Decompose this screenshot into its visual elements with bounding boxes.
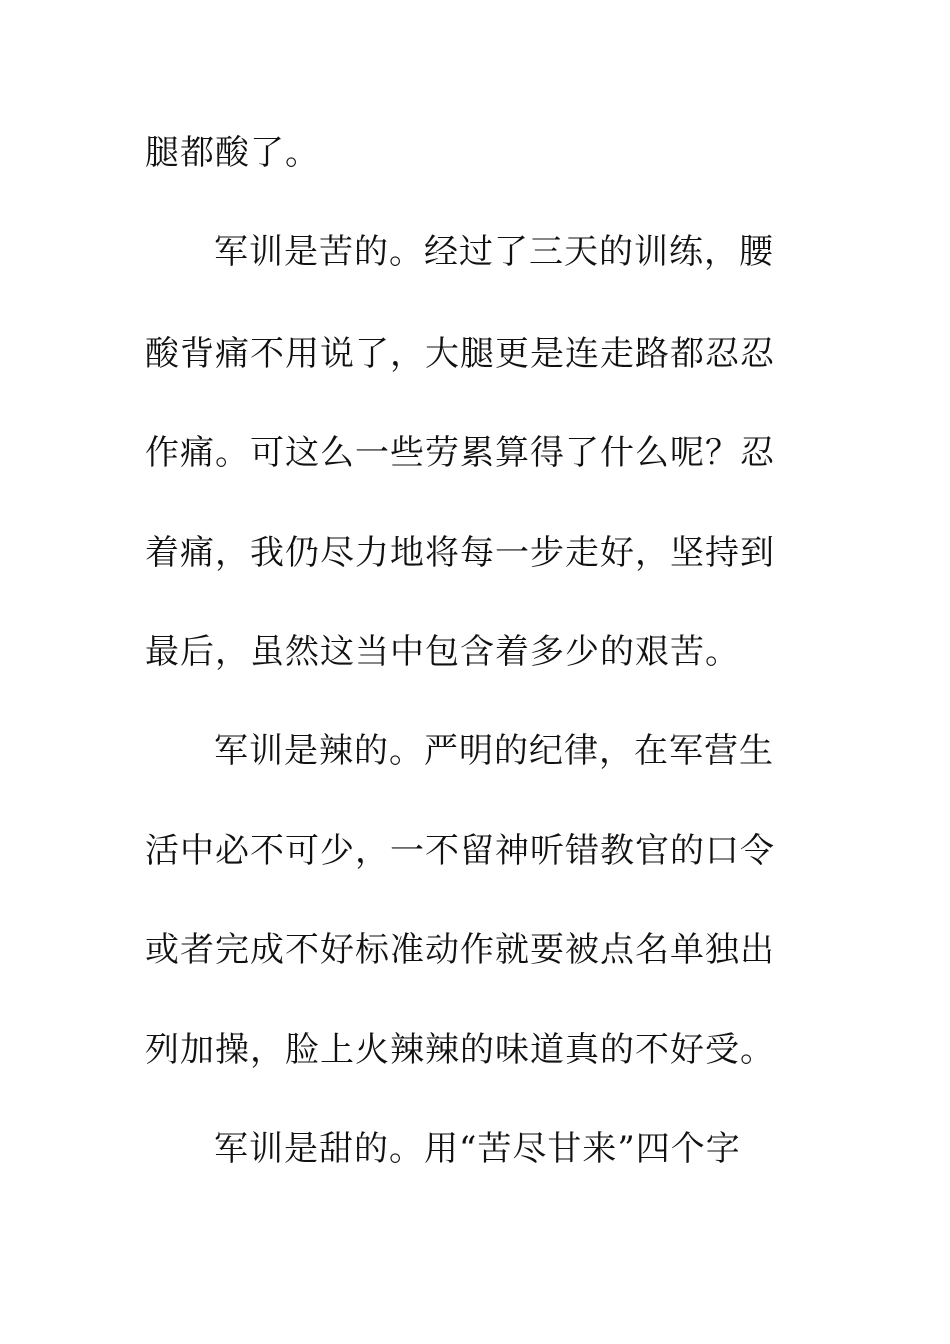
paragraph-start-line: 军训是甜的。用“苦尽甘来”四个字	[214, 1129, 741, 1169]
text-line: 作痛。可这么一些劳累算得了什么呢？忍	[145, 433, 775, 473]
text-line: 活中必不可少，一不留神听错教官的口令	[145, 831, 775, 871]
text-line: 酸背痛不用说了，大腿更是连走路都忍忍	[145, 334, 775, 374]
text-line: 最后，虽然这当中包含着多少的艰苦。	[145, 632, 740, 672]
text-line: 腿都酸了。	[145, 133, 320, 173]
paragraph-start-line: 军训是苦的。经过了三天的训练，腰	[214, 232, 774, 272]
text-line: 着痛，我仍尽力地将每一步走好，坚持到	[145, 533, 775, 573]
text-line: 或者完成不好标准动作就要被点名单独出	[145, 930, 775, 970]
paragraph-start-line: 军训是辣的。严明的纪律，在军营生	[214, 731, 774, 771]
text-line: 列加操，脸上火辣辣的味道真的不好受。	[145, 1030, 775, 1070]
